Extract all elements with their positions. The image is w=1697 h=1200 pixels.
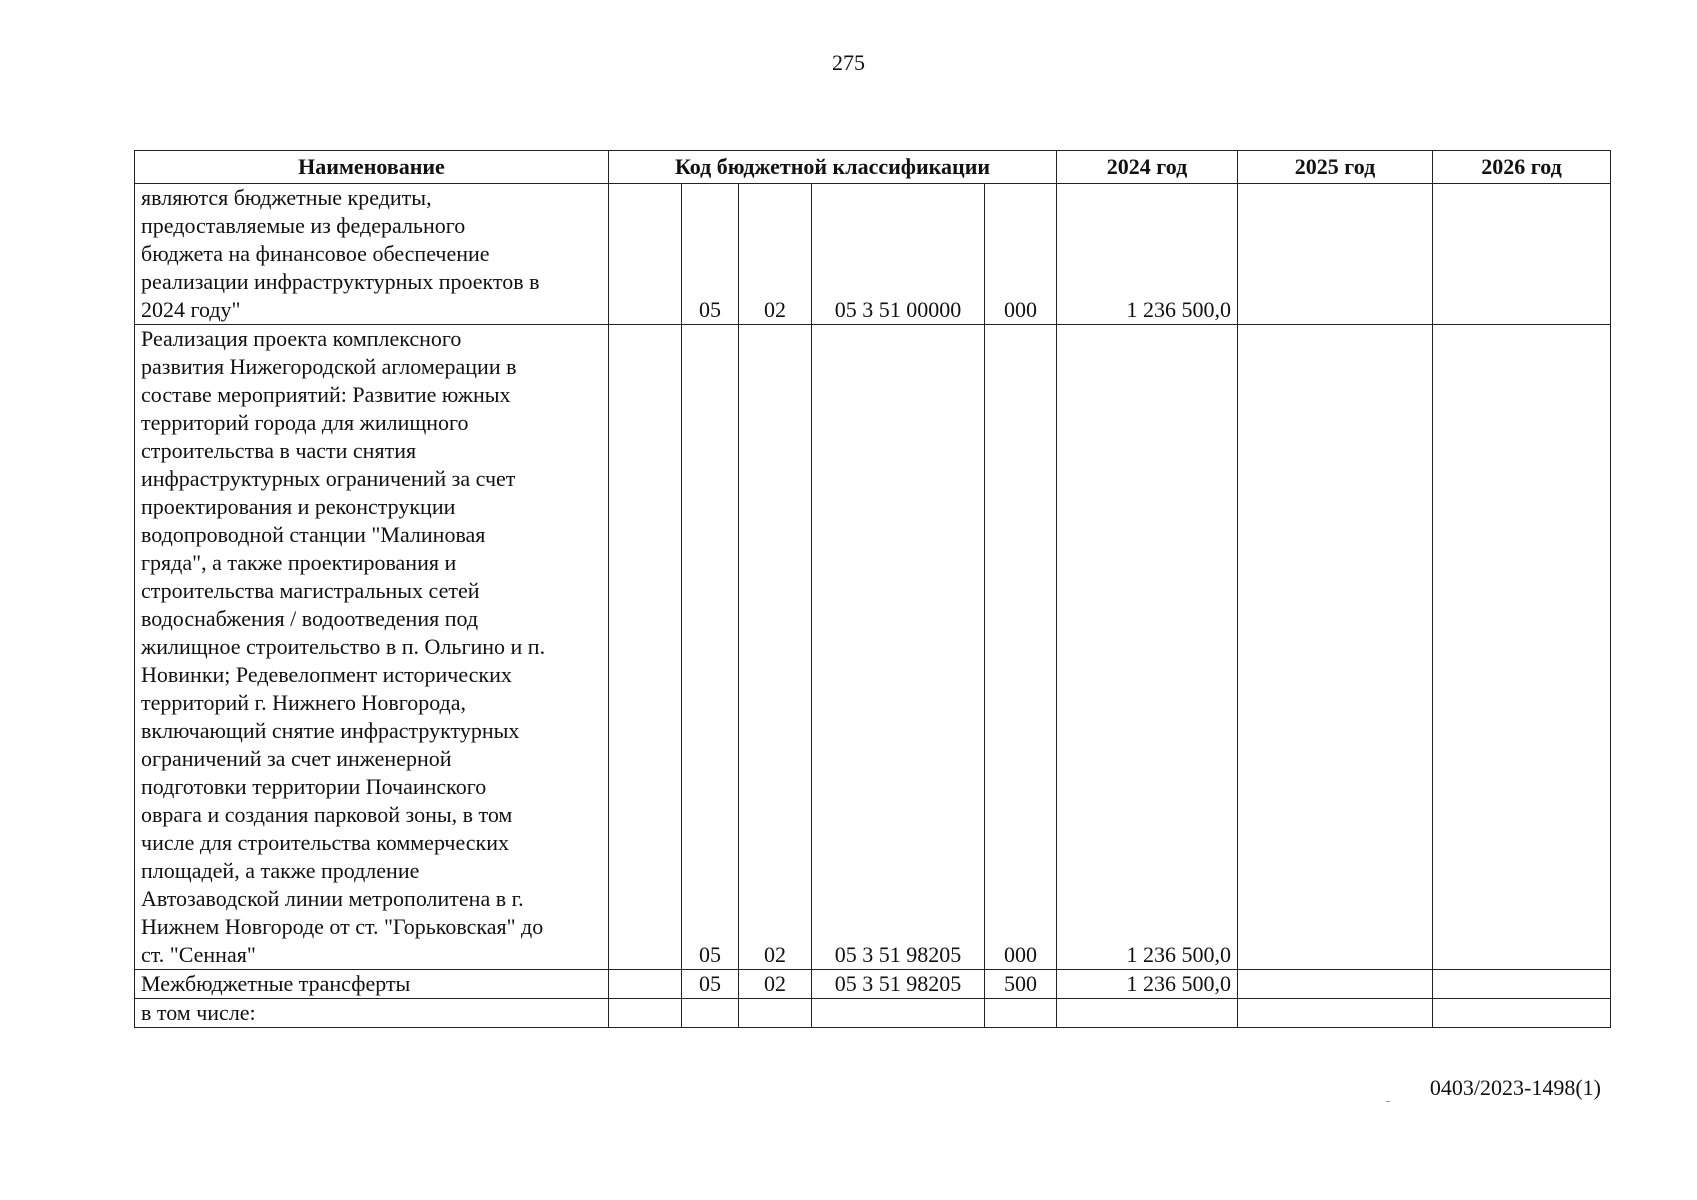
code-expense-type: 000	[985, 184, 1057, 325]
header-budget-code: Код бюджетной классификации	[609, 151, 1057, 184]
amount-2025	[1238, 970, 1433, 999]
header-year-2026: 2026 год	[1433, 151, 1611, 184]
code-expense-type: 000	[985, 325, 1057, 970]
amount-2024: 1 236 500,0	[1057, 184, 1238, 325]
header-year-2025: 2025 год	[1238, 151, 1433, 184]
code-expense-type: 500	[985, 970, 1057, 999]
code-target-article: 05 3 51 98205	[812, 325, 985, 970]
scan-mark	[1386, 1101, 1390, 1102]
code-subsection	[739, 999, 812, 1028]
amount-2025	[1238, 325, 1433, 970]
code-expense-type	[985, 999, 1057, 1028]
code-target-article	[812, 999, 985, 1028]
amount-2026	[1433, 999, 1611, 1028]
table-row	[135, 999, 1611, 1028]
code-part-1	[609, 184, 682, 325]
code-part-1	[609, 325, 682, 970]
header-name: Наименование	[135, 151, 609, 184]
code-subsection: 02	[739, 184, 812, 325]
amount-2026	[1433, 970, 1611, 999]
document-registration-number: 0403/2023-1498(1)	[1429, 1075, 1601, 1100]
code-target-article: 05 3 51 98205	[812, 970, 985, 999]
budget-table	[134, 150, 1611, 1028]
code-subsection: 02	[739, 970, 812, 999]
page-number: 275	[832, 50, 865, 75]
table-row	[135, 184, 1611, 325]
amount-2024: 1 236 500,0	[1057, 970, 1238, 999]
row-name: Реализация проекта комплексного развития Нижегородской агломерации в составе мероприятий: Развитие южных территорий города для жилищного строительства в части снятия инфраструктурных ограничений за счет проектирования и реконструкции водопроводной станции "Малиновая гряда", а также проектирования и строительства магистральных сетей водоснабжения / водоотведения под жилищное строительство в п. Ольгино и п. Новинки; Редевелопмент исторических территорий г. Нижнего Новгорода, включающий снятие инфраструктурных ограничений за счет инженерной подготовки территории Почаинского оврага и создания парковой зоны, в том числе для строительства коммерческих площадей, а также продление Автозаводской линии метрополитена в г. Нижнем Новгороде от ст. "Горьковская" до ст. "Сенная"	[135, 325, 609, 970]
row-name: в том числе:	[135, 999, 609, 1028]
amount-2026	[1433, 325, 1611, 970]
code-target-article: 05 3 51 00000	[812, 184, 985, 325]
table-row	[135, 970, 1611, 999]
code-section: 05	[682, 184, 739, 325]
code-section	[682, 999, 739, 1028]
code-section: 05	[682, 970, 739, 999]
amount-2024: 1 236 500,0	[1057, 325, 1238, 970]
amount-2024	[1057, 999, 1238, 1028]
code-section: 05	[682, 325, 739, 970]
row-name: Межбюджетные трансферты	[135, 970, 609, 999]
amount-2025	[1238, 999, 1433, 1028]
amount-2025	[1238, 184, 1433, 325]
header-year-2024: 2024 год	[1057, 151, 1238, 184]
amount-2026	[1433, 184, 1611, 325]
code-subsection: 02	[739, 325, 812, 970]
row-name: являются бюджетные кредиты, предоставляемые из федерального бюджета на финансовое обеспечение реализации инфраструктурных проектов в 2024 году"	[135, 184, 609, 325]
table-header-row	[135, 151, 1611, 184]
code-part-1	[609, 970, 682, 999]
table-row	[135, 325, 1611, 970]
code-part-1	[609, 999, 682, 1028]
